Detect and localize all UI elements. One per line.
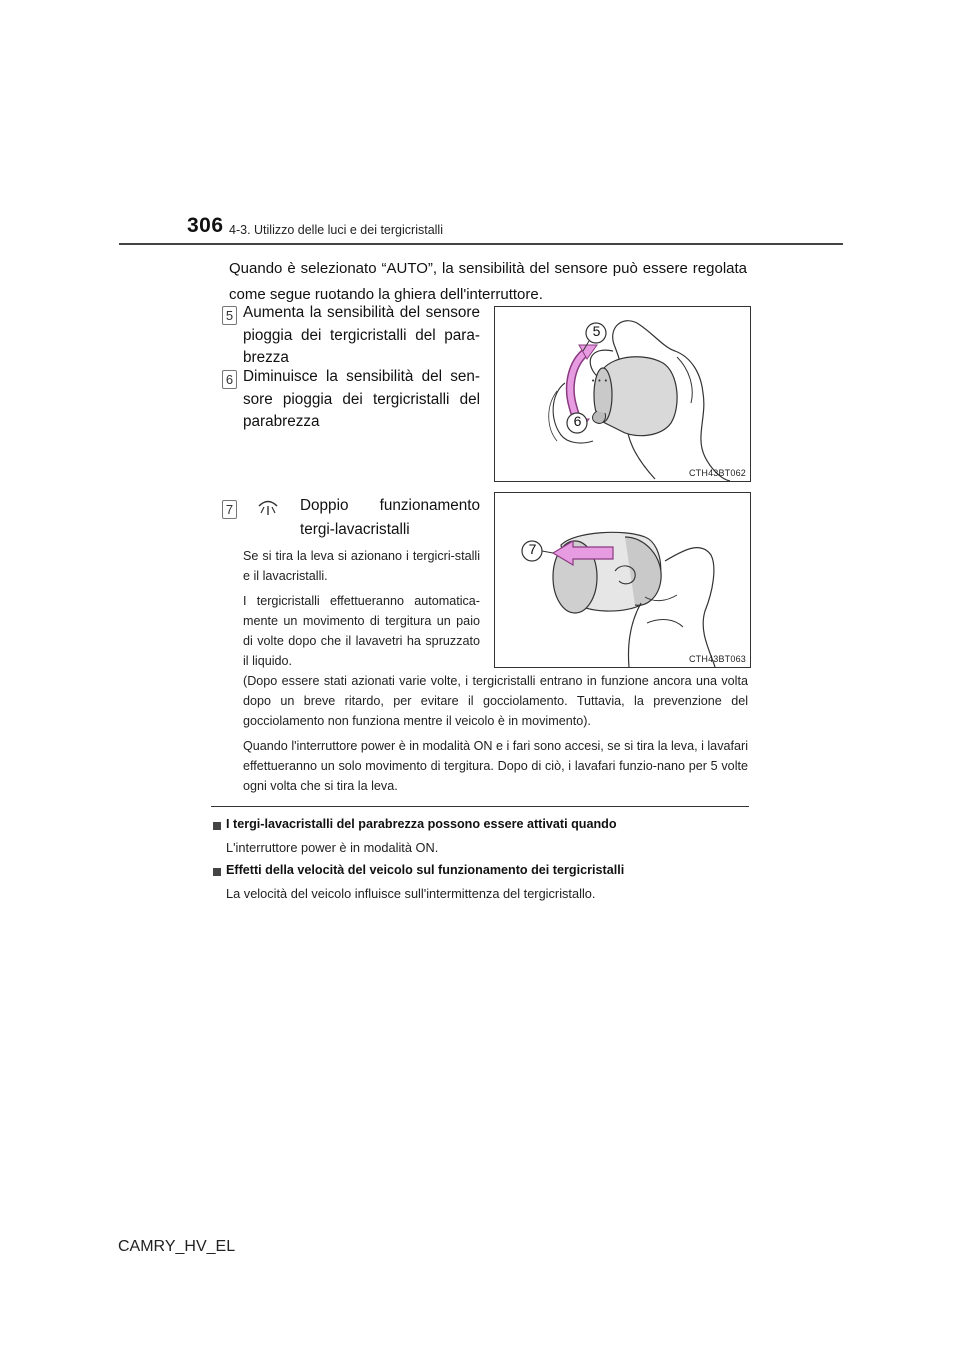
dial-illustration	[495, 307, 750, 481]
footer-model-code: CAMRY_HV_EL	[118, 1238, 236, 1255]
page-number: 306	[187, 214, 224, 237]
bullet-square-icon	[213, 868, 221, 876]
item-6-text: Diminuisce la sensibilità del sen-sore pioggia dei tergicristalli del parabrezza	[243, 368, 480, 430]
item-5-text: Aumenta la sensibilità del sensore pioggia dei tergicristalli del para-brezza	[243, 304, 480, 366]
pull-lever-illustration	[495, 493, 750, 667]
item-7-desc-2: I tergicristalli effettueranno automatica-mente un movimento di tergitura un paio di volte dopo che il lavavetri ha spruzzato il liquido.	[243, 594, 480, 668]
washer-icon	[256, 495, 280, 522]
item-7-title-2: tergi-lavacristalli	[300, 521, 410, 538]
svg-text:• • •: • • •	[591, 377, 608, 385]
figure-code: CTH43BT063	[688, 654, 746, 664]
marker-5: 5	[222, 306, 237, 325]
item-7-title: Doppio funzionamento	[300, 497, 480, 514]
figure-label-6: 6	[573, 413, 582, 429]
note-1-body: L'interruttore power è in modalità ON.	[226, 840, 439, 855]
header-rule	[119, 243, 843, 245]
intro-paragraph: Quando è selezionato “AUTO”, la sensibilità del sensore può essere regolata come segue ruotando la ghiera dell'interruttore.	[229, 260, 747, 303]
bullet-square-icon	[213, 822, 221, 830]
figure-dial	[494, 306, 751, 482]
notes-divider	[211, 806, 749, 807]
note-2-body: La velocità del veicolo influisce sull'intermittenza del tergicristallo.	[226, 886, 596, 901]
figure-pull-lever	[494, 492, 751, 668]
paragraph-headlight-cleaner: Quando l'interruttore power è in modalità ON e i fari sono accesi, se si tira la leva, i lavafari effettueranno un solo movimento di tergitura. Dopo di ciò, i lavafari funzio-nano per 5 volte ogni volta che si tira la leva.	[243, 739, 748, 793]
note-1-heading: I tergi-lavacristalli del parabrezza possono essere attivati quando	[226, 817, 617, 831]
paragraph-drip-prevention: (Dopo essere stati azionati varie volte, i tergicristalli entrano in funzione ancora una volta dopo un breve ritardo, per evitare il gocciolamento. Tuttavia, la prevenzione del gocciolamento non funziona mentre il veicolo è in movimento).	[243, 674, 748, 728]
figure-code: CTH43BT062	[688, 468, 746, 478]
figure-label-7: 7	[528, 541, 537, 557]
marker-6: 6	[222, 370, 237, 389]
note-2-heading: Effetti della velocità del veicolo sul funzionamento dei tergicristalli	[226, 863, 625, 877]
section-title: 4-3. Utilizzo delle luci e dei tergicristalli	[229, 223, 443, 237]
item-7-desc-1: Se si tira la leva si azionano i tergicri-stalli e il lavacristalli.	[243, 549, 480, 583]
figure-label-5: 5	[592, 323, 601, 339]
marker-7: 7	[222, 500, 237, 519]
